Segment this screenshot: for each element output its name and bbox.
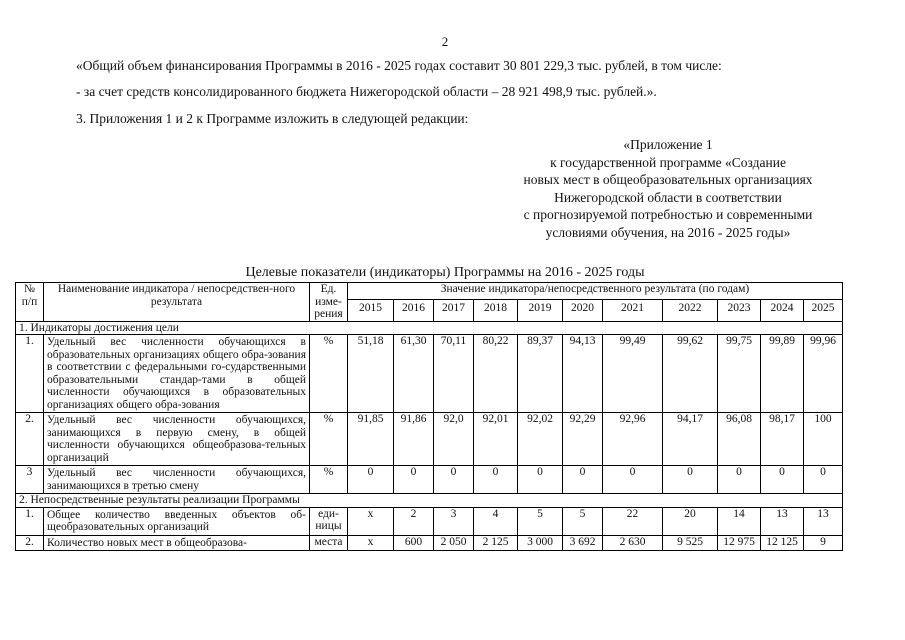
- row-value: 96,08: [718, 413, 761, 466]
- row-value: 22: [603, 507, 663, 535]
- header-year: 2024: [761, 299, 804, 321]
- row-value: 91,85: [348, 413, 394, 466]
- row-value: 0: [434, 466, 474, 494]
- row-value: 0: [518, 466, 563, 494]
- appendix-line: Нижегородской области в соответствии: [554, 189, 782, 205]
- row-name: Удельный вес численности обучающихся в образовательных организациях общего обра-зования в соответствии с федеральными го-сударственными образовательными стандар-тами в общей численности обучающихся в образовательных организациях общего обра-зования: [44, 335, 310, 413]
- section-row: [16, 321, 843, 335]
- paragraph-appendix-intro: 3. Приложения 1 и 2 к Программе изложить в следующей редакции:: [76, 111, 469, 126]
- row-value: 3 000: [518, 535, 563, 551]
- header-year: 2022: [663, 299, 718, 321]
- row-value: 20: [663, 507, 718, 535]
- row-value: 70,11: [434, 335, 474, 413]
- paragraph-budget: - за счет средств консолидированного бюджета Нижегородской области – 28 921 498,9 тыс. рублей.».: [76, 84, 657, 99]
- row-value: 0: [394, 466, 434, 494]
- header-year: 2020: [563, 299, 603, 321]
- appendix-line: с прогнозируемой потребностью и современными: [523, 207, 813, 222]
- row-value: 99,96: [804, 335, 843, 413]
- header-year: 2019: [518, 299, 563, 321]
- section-title: 1. Индикаторы достижения цели: [16, 321, 843, 335]
- row-value: 99,75: [718, 335, 761, 413]
- row-value: 2 630: [603, 535, 663, 551]
- row-value: х: [348, 507, 394, 535]
- row-number: 3: [16, 466, 44, 494]
- table-row: [16, 335, 843, 413]
- row-number: 1.: [16, 335, 44, 413]
- header-year: 2015: [348, 299, 394, 321]
- table-row: [16, 507, 843, 535]
- indicators-table: [15, 282, 843, 551]
- row-unit: места: [310, 535, 348, 551]
- row-unit: %: [310, 335, 348, 413]
- row-value: 600: [394, 535, 434, 551]
- row-unit: %: [310, 466, 348, 494]
- row-value: 92,0: [434, 413, 474, 466]
- paragraph-financing: «Общий объем финансирования Программы в 2016 - 2025 годах составит 30 801 229,3 тыс. рублей, в том числе:: [76, 58, 722, 73]
- row-number: 1.: [16, 507, 44, 535]
- row-number: 2.: [16, 535, 44, 551]
- row-value: 92,29: [563, 413, 603, 466]
- row-value: 0: [663, 466, 718, 494]
- appendix-heading: [488, 136, 848, 241]
- row-unit: еди-ницы: [310, 507, 348, 535]
- row-value: 5: [518, 507, 563, 535]
- header-unit: Ед. изме-рения: [310, 283, 348, 322]
- row-value: х: [348, 535, 394, 551]
- row-value: 9 525: [663, 535, 718, 551]
- row-value: 0: [718, 466, 761, 494]
- header-year: 2018: [474, 299, 518, 321]
- header-name: Наименование индикатора / непосредствен-ного результата: [44, 283, 310, 322]
- table-row: [16, 413, 843, 466]
- row-value: 0: [804, 466, 843, 494]
- row-name: Удельный вес численности обучающихся, занимающихся в третью смену: [44, 466, 310, 494]
- header-year: 2017: [434, 299, 474, 321]
- row-value: 92,02: [518, 413, 563, 466]
- row-value: 0: [348, 466, 394, 494]
- row-value: 92,01: [474, 413, 518, 466]
- row-value: 12 975: [718, 535, 761, 551]
- row-number: 2.: [16, 413, 44, 466]
- header-year: 2016: [394, 299, 434, 321]
- row-unit: %: [310, 413, 348, 466]
- row-value: 5: [563, 507, 603, 535]
- row-value: 100: [804, 413, 843, 466]
- row-value: 2 050: [434, 535, 474, 551]
- header-num: № п/п: [16, 283, 44, 322]
- row-value: 14: [718, 507, 761, 535]
- page-number: 2: [441, 34, 449, 49]
- row-value: 2: [394, 507, 434, 535]
- appendix-line: условиями обучения, на 2016 - 2025 годы»: [545, 224, 791, 240]
- row-value: 13: [804, 507, 843, 535]
- section-title: 2. Непосредственные результаты реализации Программы: [16, 494, 843, 508]
- section-row: [16, 494, 843, 508]
- row-value: 99,49: [603, 335, 663, 413]
- row-value: 94,13: [563, 335, 603, 413]
- row-value: 4: [474, 507, 518, 535]
- row-value: 2 125: [474, 535, 518, 551]
- row-value: 99,89: [761, 335, 804, 413]
- row-value: 0: [761, 466, 804, 494]
- row-value: 98,17: [761, 413, 804, 466]
- row-name: Удельный вес численности обучающихся, занимающихся в первую смену, в общей численности обучающихся общеобразова-тельных организаций: [44, 413, 310, 466]
- row-value: 92,96: [603, 413, 663, 466]
- row-value: 12 125: [761, 535, 804, 551]
- row-value: 13: [761, 507, 804, 535]
- row-value: 9: [804, 535, 843, 551]
- appendix-line: «Приложение 1: [623, 137, 713, 152]
- row-value: 3 692: [563, 535, 603, 551]
- header-year: 2025: [804, 299, 843, 321]
- table-row: [16, 466, 843, 494]
- row-value: 51,18: [348, 335, 394, 413]
- row-name: Количество новых мест в общеобразова-: [44, 535, 310, 551]
- appendix-line: новых мест в общеобразовательных организациях: [523, 172, 813, 187]
- row-name: Общее количество введенных объектов об-щеобразовательных организаций: [44, 507, 310, 535]
- row-value: 0: [474, 466, 518, 494]
- row-value: 94,17: [663, 413, 718, 466]
- row-value: 0: [603, 466, 663, 494]
- table-row: [16, 535, 843, 551]
- row-value: 3: [434, 507, 474, 535]
- appendix-line: к государственной программе «Создание: [550, 154, 786, 170]
- row-value: 89,37: [518, 335, 563, 413]
- row-value: 0: [563, 466, 603, 494]
- row-value: 91,86: [394, 413, 434, 466]
- row-value: 99,62: [663, 335, 718, 413]
- header-year: 2021: [603, 299, 663, 321]
- header-values: Значение индикатора/непосредственного результата (по годам): [348, 283, 843, 300]
- row-value: 80,22: [474, 335, 518, 413]
- row-value: 61,30: [394, 335, 434, 413]
- table-caption: Целевые показатели (индикаторы) Программы на 2016 - 2025 годы: [245, 265, 645, 280]
- header-year: 2023: [718, 299, 761, 321]
